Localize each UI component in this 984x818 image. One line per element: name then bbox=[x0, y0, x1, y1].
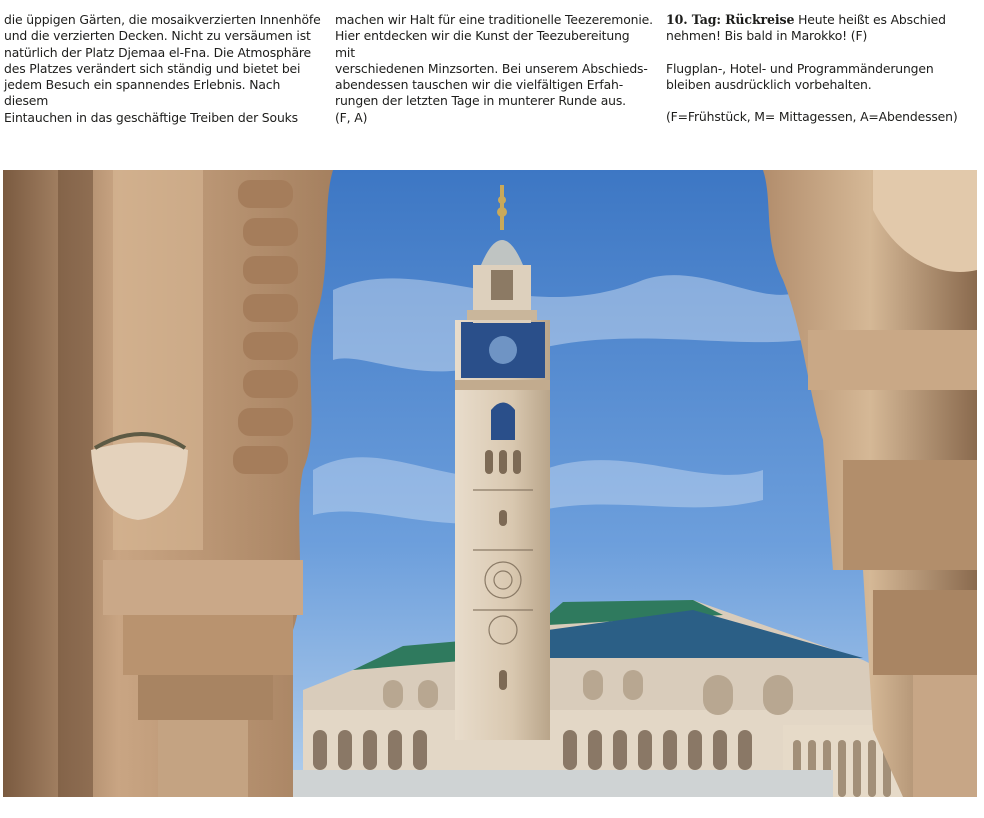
finial-ball bbox=[498, 196, 506, 204]
finial-ball bbox=[497, 207, 507, 217]
left-pillar-shadow bbox=[58, 170, 93, 797]
body-line: jedem Besuch ein spannendes Erlebnis. Nach diesem bbox=[4, 77, 281, 109]
day-10-paragraph bbox=[666, 12, 984, 28]
left-column bbox=[158, 720, 248, 797]
day-heading: 10. Tag: Rückreise bbox=[666, 12, 795, 27]
meal-legend: (F=Frühstück, M= Mittagessen, A=Abendessen) bbox=[666, 109, 958, 125]
right-panel bbox=[843, 460, 977, 570]
left-capital-block bbox=[123, 615, 293, 675]
body-line: des Platzes verändert sich ständig und bietet bei bbox=[4, 60, 301, 76]
tile-medallion bbox=[489, 336, 517, 364]
body-line: und die verzierten Decken. Nicht zu versäumen ist bbox=[4, 28, 311, 44]
body-line: natürlich der Platz Djemaa el-Fna. Die Atmosphäre bbox=[4, 44, 312, 60]
body-line: die üppigen Gärten, die mosaikverzierten Innenhöfe bbox=[4, 12, 321, 27]
day-text: Heute heißt es Abschied bbox=[794, 12, 946, 27]
minaret-arch-panel bbox=[491, 403, 515, 441]
lantern-cornice bbox=[467, 310, 537, 320]
day-text-line-2: nehmen! Bis bald in Marokko! (F) bbox=[666, 28, 868, 44]
minaret-cornice bbox=[455, 380, 550, 390]
body-line: rungen der letzten Tage in munterer Runde aus. bbox=[335, 93, 626, 109]
body-line: abendessen tauschen wir die vielfältigen Erfah- bbox=[335, 77, 624, 93]
body-line: machen wir Halt für eine traditionelle Teezeremonie. bbox=[335, 12, 653, 27]
lantern-grille bbox=[491, 270, 513, 300]
mosque-photo bbox=[3, 170, 977, 797]
body-line: Hier entdecken wir die Kunst der Teezubereitung mit bbox=[335, 28, 630, 60]
body-line: verschiedenen Minzsorten. Bei unserem Abschieds- bbox=[335, 60, 648, 76]
text-column-3 bbox=[666, 12, 984, 125]
left-capital bbox=[103, 560, 303, 615]
disclaimer-line-1: Flugplan-, Hotel- und Programmänderungen bbox=[666, 60, 934, 76]
text-column-1 bbox=[4, 12, 322, 126]
disclaimer-line-2: bleiben ausdrücklich vorbehalten. bbox=[666, 76, 872, 92]
body-line: Eintauchen in das geschäftige Treiben der Souks bbox=[4, 109, 298, 125]
carved-band bbox=[138, 675, 273, 720]
body-line: (F, A) bbox=[335, 109, 368, 125]
right-cornice bbox=[808, 330, 977, 390]
mosque-illustration bbox=[3, 170, 977, 797]
right-column bbox=[913, 675, 977, 797]
text-column-2 bbox=[335, 12, 653, 126]
right-carved-capital bbox=[873, 590, 977, 675]
plaza bbox=[233, 770, 833, 797]
